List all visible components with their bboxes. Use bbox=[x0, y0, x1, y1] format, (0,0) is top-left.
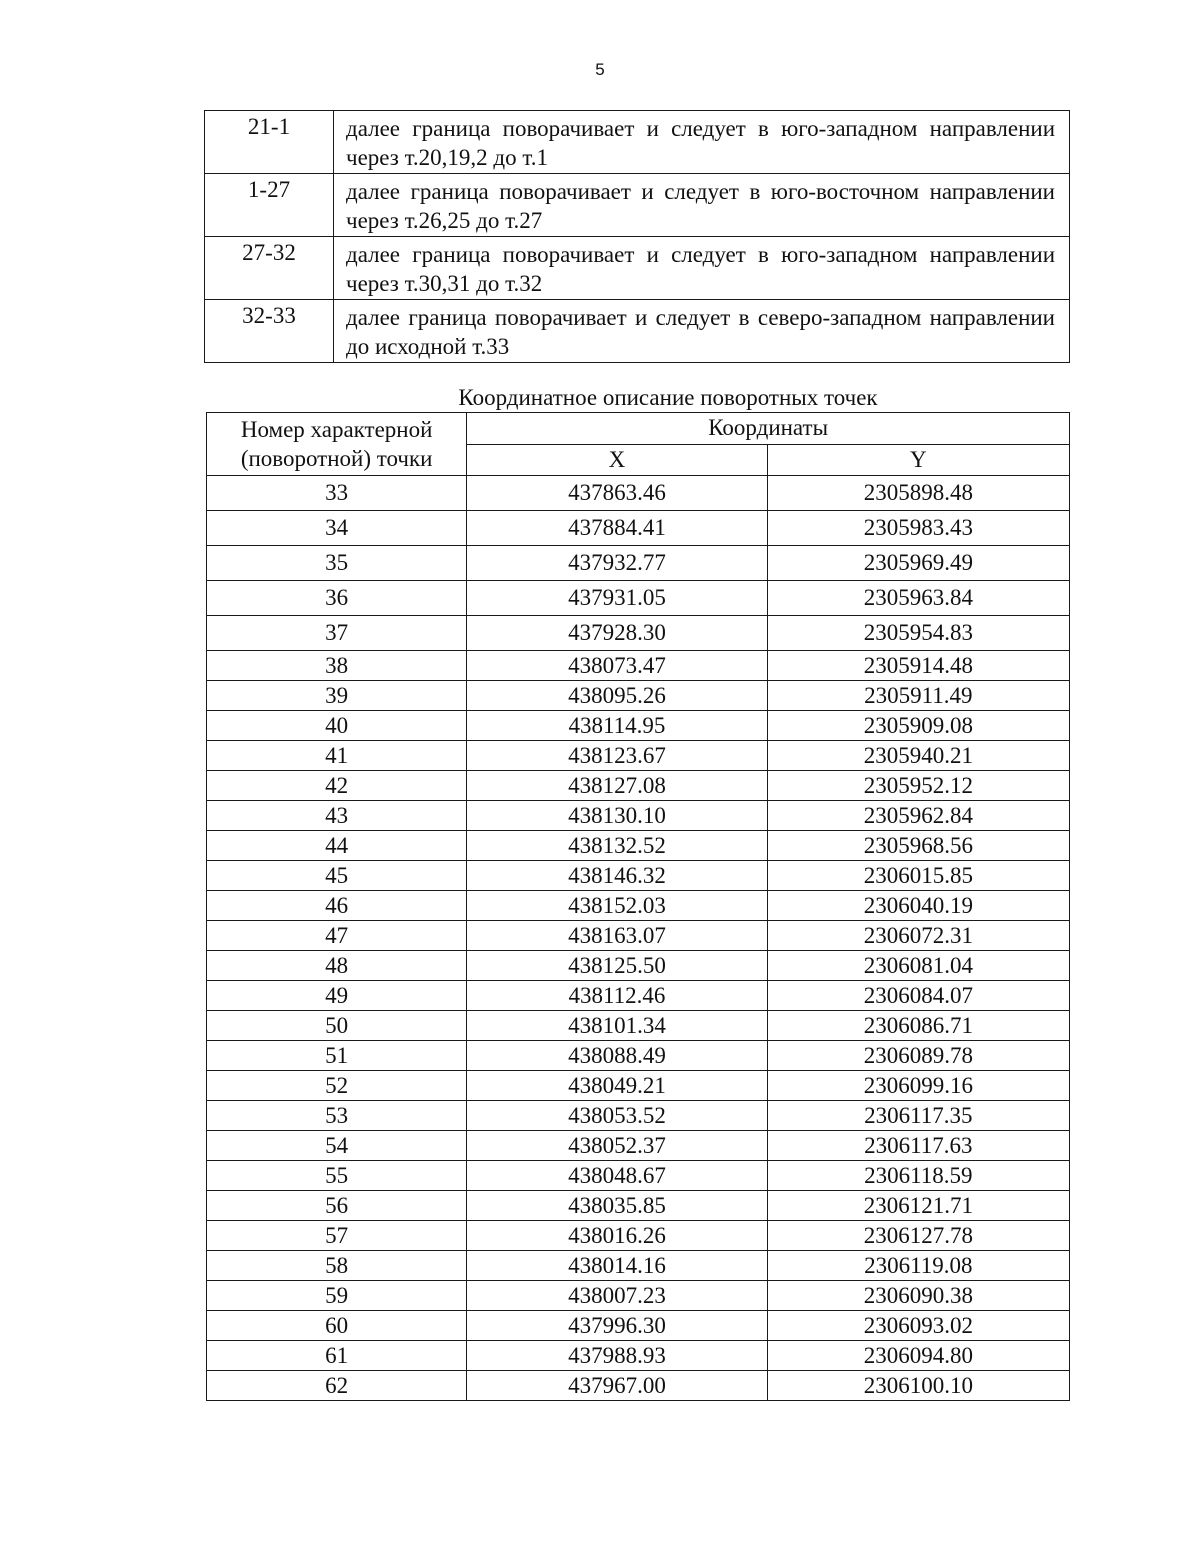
table-row bbox=[207, 741, 1070, 771]
point-number-cell: 58 bbox=[207, 1251, 467, 1281]
table-row bbox=[207, 1371, 1070, 1401]
table-row bbox=[207, 891, 1070, 921]
point-number-cell: 52 bbox=[207, 1071, 467, 1101]
point-number-cell: 48 bbox=[207, 951, 467, 981]
point-number-cell: 40 bbox=[207, 711, 467, 741]
x-coordinate-cell: 438130.10 bbox=[467, 801, 767, 831]
coordinates-table-body bbox=[207, 476, 1070, 1401]
y-coordinate-cell: 2306127.78 bbox=[767, 1221, 1069, 1251]
x-coordinate-cell: 438052.37 bbox=[467, 1131, 767, 1161]
x-coordinate-cell: 438035.85 bbox=[467, 1191, 767, 1221]
point-number-cell: 33 bbox=[207, 476, 467, 511]
point-number-cell: 49 bbox=[207, 981, 467, 1011]
x-coordinate-cell: 438049.21 bbox=[467, 1071, 767, 1101]
y-coordinate-cell: 2306117.35 bbox=[767, 1101, 1069, 1131]
point-number-cell: 38 bbox=[207, 651, 467, 681]
point-number-cell: 60 bbox=[207, 1311, 467, 1341]
point-number-cell: 51 bbox=[207, 1041, 467, 1071]
table-row bbox=[207, 831, 1070, 861]
y-coordinate-cell: 2306094.80 bbox=[767, 1341, 1069, 1371]
point-number-cell: 56 bbox=[207, 1191, 467, 1221]
segment-cell: 32-33 bbox=[205, 300, 334, 363]
table-row bbox=[207, 981, 1070, 1011]
description-cell: далее граница поворачивает и следует в юго-западном направлении через т.20,19,2 до т.1 bbox=[334, 111, 1070, 174]
table-row bbox=[207, 1101, 1070, 1131]
y-header: Y bbox=[767, 444, 1069, 476]
y-coordinate-cell: 2305963.84 bbox=[767, 581, 1069, 616]
y-coordinate-cell: 2306118.59 bbox=[767, 1161, 1069, 1191]
point-number-cell: 46 bbox=[207, 891, 467, 921]
y-coordinate-cell: 2305952.12 bbox=[767, 771, 1069, 801]
table-row bbox=[207, 771, 1070, 801]
table-row bbox=[207, 711, 1070, 741]
point-number-cell: 37 bbox=[207, 616, 467, 651]
table-row bbox=[205, 300, 1070, 363]
y-coordinate-cell: 2306089.78 bbox=[767, 1041, 1069, 1071]
boundary-description-table bbox=[204, 110, 1070, 363]
point-number-cell: 50 bbox=[207, 1011, 467, 1041]
y-coordinate-cell: 2305898.48 bbox=[767, 476, 1069, 511]
x-coordinate-cell: 438007.23 bbox=[467, 1281, 767, 1311]
table-row bbox=[207, 651, 1070, 681]
table-row bbox=[207, 921, 1070, 951]
table-row bbox=[205, 237, 1070, 300]
table-row bbox=[207, 581, 1070, 616]
point-number-cell: 36 bbox=[207, 581, 467, 616]
x-coordinate-cell: 438095.26 bbox=[467, 681, 767, 711]
coordinates-table bbox=[206, 412, 1070, 1401]
x-coordinate-cell: 437996.30 bbox=[467, 1311, 767, 1341]
point-number-cell: 41 bbox=[207, 741, 467, 771]
table-row bbox=[205, 111, 1070, 174]
table-row bbox=[207, 616, 1070, 651]
table-row bbox=[207, 1221, 1070, 1251]
x-coordinate-cell: 438123.67 bbox=[467, 741, 767, 771]
x-coordinate-cell: 438132.52 bbox=[467, 831, 767, 861]
y-coordinate-cell: 2305983.43 bbox=[767, 511, 1069, 546]
table-row bbox=[207, 1161, 1070, 1191]
x-header: X bbox=[467, 444, 767, 476]
x-coordinate-cell: 438048.67 bbox=[467, 1161, 767, 1191]
x-coordinate-cell: 438053.52 bbox=[467, 1101, 767, 1131]
x-coordinate-cell: 438152.03 bbox=[467, 891, 767, 921]
y-coordinate-cell: 2305909.08 bbox=[767, 711, 1069, 741]
table-row bbox=[207, 1281, 1070, 1311]
point-number-cell: 53 bbox=[207, 1101, 467, 1131]
x-coordinate-cell: 437863.46 bbox=[467, 476, 767, 511]
table-row bbox=[207, 1011, 1070, 1041]
x-coordinate-cell: 437884.41 bbox=[467, 511, 767, 546]
table-row bbox=[207, 1191, 1070, 1221]
y-coordinate-cell: 2305954.83 bbox=[767, 616, 1069, 651]
y-coordinate-cell: 2306090.38 bbox=[767, 1281, 1069, 1311]
point-number-cell: 59 bbox=[207, 1281, 467, 1311]
point-number-cell: 57 bbox=[207, 1221, 467, 1251]
y-coordinate-cell: 2306093.02 bbox=[767, 1311, 1069, 1341]
x-coordinate-cell: 438114.95 bbox=[467, 711, 767, 741]
y-coordinate-cell: 2306119.08 bbox=[767, 1251, 1069, 1281]
y-coordinate-cell: 2305914.48 bbox=[767, 651, 1069, 681]
point-number-header: Номер характерной (поворотной) точки bbox=[207, 413, 467, 476]
x-coordinate-cell: 438127.08 bbox=[467, 771, 767, 801]
segment-cell: 27-32 bbox=[205, 237, 334, 300]
table-row bbox=[207, 511, 1070, 546]
point-number-cell: 34 bbox=[207, 511, 467, 546]
y-coordinate-cell: 2305968.56 bbox=[767, 831, 1069, 861]
table-row bbox=[207, 1041, 1070, 1071]
table-row bbox=[207, 1251, 1070, 1281]
x-coordinate-cell: 437928.30 bbox=[467, 616, 767, 651]
header-row bbox=[207, 413, 1070, 445]
table-row bbox=[207, 1341, 1070, 1371]
y-coordinate-cell: 2306081.04 bbox=[767, 951, 1069, 981]
point-number-cell: 54 bbox=[207, 1131, 467, 1161]
x-coordinate-cell: 438146.32 bbox=[467, 861, 767, 891]
coordinates-header: Координаты bbox=[467, 413, 1070, 445]
y-coordinate-cell: 2305940.21 bbox=[767, 741, 1069, 771]
table-row bbox=[207, 951, 1070, 981]
point-number-cell: 47 bbox=[207, 921, 467, 951]
y-coordinate-cell: 2306084.07 bbox=[767, 981, 1069, 1011]
point-number-cell: 42 bbox=[207, 771, 467, 801]
x-coordinate-cell: 438016.26 bbox=[467, 1221, 767, 1251]
y-coordinate-cell: 2306100.10 bbox=[767, 1371, 1069, 1401]
x-coordinate-cell: 438073.47 bbox=[467, 651, 767, 681]
coordinates-table-caption: Координатное описание поворотных точек bbox=[458, 385, 878, 410]
point-number-cell: 43 bbox=[207, 801, 467, 831]
y-coordinate-cell: 2306099.16 bbox=[767, 1071, 1069, 1101]
y-coordinate-cell: 2305969.49 bbox=[767, 546, 1069, 581]
x-coordinate-cell: 438101.34 bbox=[467, 1011, 767, 1041]
point-number-cell: 35 bbox=[207, 546, 467, 581]
description-cell: далее граница поворачивает и следует в северо-западном направлении до исходной т.33 bbox=[334, 300, 1070, 363]
point-number-cell: 45 bbox=[207, 861, 467, 891]
table-row bbox=[207, 1071, 1070, 1101]
x-coordinate-cell: 438125.50 bbox=[467, 951, 767, 981]
table-row bbox=[207, 546, 1070, 581]
x-coordinate-cell: 438014.16 bbox=[467, 1251, 767, 1281]
table-row bbox=[207, 681, 1070, 711]
description-cell: далее граница поворачивает и следует в юго-западном направлении через т.30,31 до т.32 bbox=[334, 237, 1070, 300]
table-row bbox=[207, 1131, 1070, 1161]
page-number: 5 bbox=[595, 60, 605, 79]
table-row bbox=[207, 476, 1070, 511]
point-number-cell: 44 bbox=[207, 831, 467, 861]
point-number-cell: 62 bbox=[207, 1371, 467, 1401]
x-coordinate-cell: 437988.93 bbox=[467, 1341, 767, 1371]
x-coordinate-cell: 438112.46 bbox=[467, 981, 767, 1011]
y-coordinate-cell: 2305962.84 bbox=[767, 801, 1069, 831]
y-coordinate-cell: 2306086.71 bbox=[767, 1011, 1069, 1041]
y-coordinate-cell: 2306121.71 bbox=[767, 1191, 1069, 1221]
table-row bbox=[207, 1311, 1070, 1341]
y-coordinate-cell: 2305911.49 bbox=[767, 681, 1069, 711]
x-coordinate-cell: 437967.00 bbox=[467, 1371, 767, 1401]
y-coordinate-cell: 2306072.31 bbox=[767, 921, 1069, 951]
x-coordinate-cell: 437932.77 bbox=[467, 546, 767, 581]
segment-cell: 1-27 bbox=[205, 174, 334, 237]
y-coordinate-cell: 2306117.63 bbox=[767, 1131, 1069, 1161]
x-coordinate-cell: 438163.07 bbox=[467, 921, 767, 951]
point-number-cell: 39 bbox=[207, 681, 467, 711]
segment-cell: 21-1 bbox=[205, 111, 334, 174]
point-number-cell: 55 bbox=[207, 1161, 467, 1191]
point-number-cell: 61 bbox=[207, 1341, 467, 1371]
table-row bbox=[207, 861, 1070, 891]
x-coordinate-cell: 438088.49 bbox=[467, 1041, 767, 1071]
x-coordinate-cell: 437931.05 bbox=[467, 581, 767, 616]
table-row bbox=[205, 174, 1070, 237]
y-coordinate-cell: 2306040.19 bbox=[767, 891, 1069, 921]
y-coordinate-cell: 2306015.85 bbox=[767, 861, 1069, 891]
description-cell: далее граница поворачивает и следует в юго-восточном направлении через т.26,25 до т.27 bbox=[334, 174, 1070, 237]
table-row bbox=[207, 801, 1070, 831]
